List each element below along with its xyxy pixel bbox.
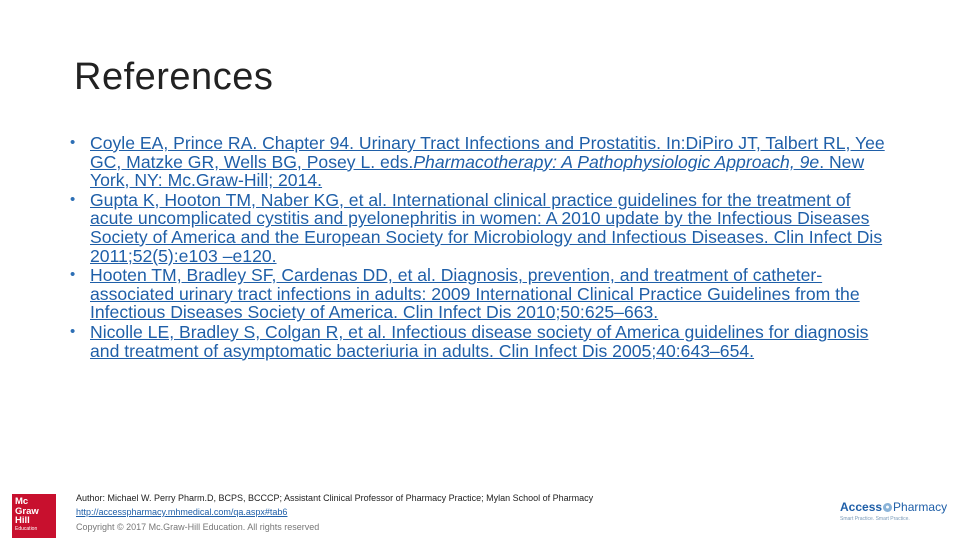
source-link[interactable]: http://accesspharmacy.mhmedical.com/qa.aspx#tab6 — [76, 507, 288, 517]
copyright-notice: Copyright © 2017 Mc.Graw-Hill Education. All rights reserved — [76, 522, 320, 532]
bullet-icon: • — [70, 322, 76, 340]
reference-list — [70, 134, 885, 361]
access-pharmacy-logo: Access ● Pharmacy Smart Practice. Smart Practice. — [840, 500, 948, 522]
list-item — [70, 134, 885, 190]
mcgraw-hill-logo: Mc Graw Hill Education — [12, 494, 56, 538]
bullet-icon: • — [70, 134, 76, 151]
list-item — [70, 266, 885, 322]
book-title: Pharmacotherapy: A Pathophysiologic Approach, 9e — [413, 151, 820, 172]
reference-link[interactable]: Gupta K, Hooton TM, Naber KG, et al. International clinical practice guidelines for the treatment of acute uncomplicated cystitis and pyelonephritis in women: A 2010 update by the Infectious Diseases Society of America and the European Society for Microbiology and Infectious Diseases. Clin Infect Dis 2011;52(5):e103 –e120. — [90, 189, 883, 266]
circle-icon: ● — [883, 503, 892, 512]
reference-link[interactable]: Nicolle LE, Bradley S, Colgan R, et al. Infectious disease society of America guidelines for diagnosis and treatment of asymptomatic bacteriuria in adults. Clin Infect Dis 2005;40:643–654. — [90, 321, 869, 361]
list-item — [70, 191, 885, 265]
list-item — [70, 323, 885, 360]
reference-link[interactable]: Coyle EA, Prince RA. Chapter 94. Urinary Tract Infections and Prostatitis. In:DiPiro JT, Talbert RL, Yee GC, Matzke GR, Wells BG, Posey L. eds.Pharmacotherapy: A Pathophysiologic Approach, 9e. New York, NY: Mc.Graw-Hill; 2014. — [90, 133, 885, 191]
page-title: References — [74, 56, 274, 98]
bullet-icon: • — [70, 266, 76, 284]
author-credit: Author: Michael W. Perry Pharm.D, BCPS, BCCCP; Assistant Clinical Professor of Pharmacy Practice; Mylan School of Pharmacy — [76, 493, 594, 503]
reference-link[interactable]: Hooten TM, Bradley SF, Cardenas DD, et al. Diagnosis, prevention, and treatment of catheter-associated urinary tract infections in adults: 2009 International Clinical Practice Guidelines from the Infectious Diseases Society of America. Clin Infect Dis 2010;50:625–663. — [90, 265, 860, 323]
bullet-icon: • — [70, 190, 76, 208]
